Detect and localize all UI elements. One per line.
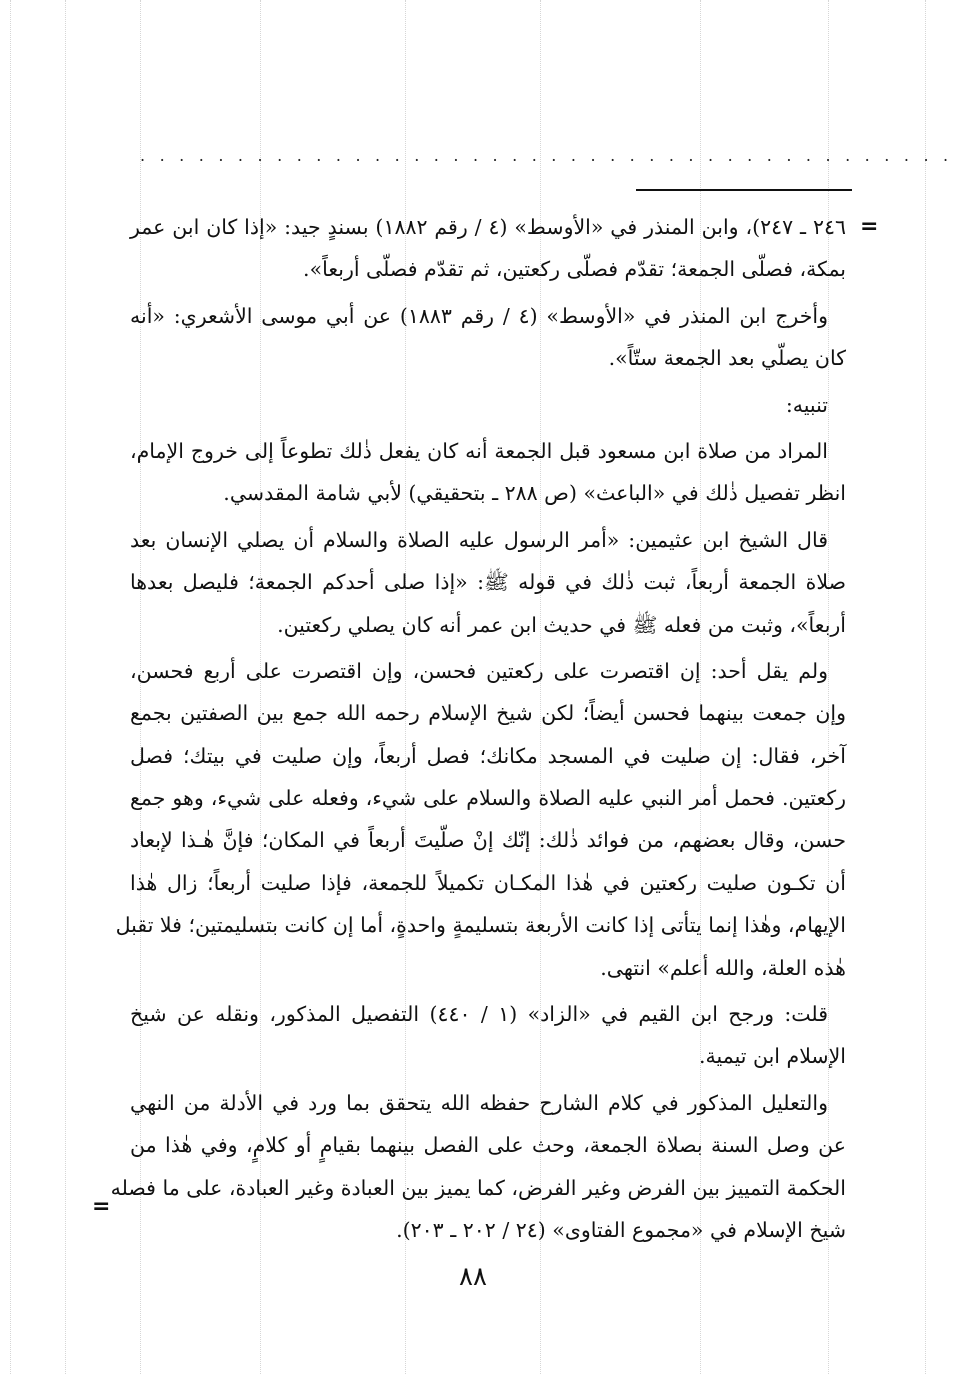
footnote-line: شيخ الإسلام في «مجموع الفتاوى» (٢٤ / ٢٠٢ ـ ٢٠٣).	[396, 1217, 846, 1242]
scan-margin-line	[10, 0, 11, 1374]
scan-margin-line	[65, 0, 66, 1374]
footnote-line: صلاة الجمعة أربعاً، ثبت ذٰلك في قوله ﷺ: «إذا صلى أحدكم الجمعة؛ فليصل بعدها	[130, 570, 846, 595]
footnote-body	[110, 206, 846, 1251]
footnote-line: الإسلام ابن تيمية.	[699, 1044, 846, 1069]
footnote-line: أربعاً»، وثبت من فعله ﷺ في حديث ابن عمر أنه كان يصلي ركعتين.	[277, 612, 846, 637]
footnote-line: قال الشيخ ابن عثيمين: «أمر الرسول عليه الصلاة والسلام أن يصلي الإنسان بعد	[130, 527, 828, 552]
continuation-mark-start: =	[860, 214, 879, 239]
footnote-line: الإيهام، وهٰذا إنما يتأتى إذا كانت الأربعة بتسليمةٍ واحدةٍ، أما إن كانت بتسليمتين؛ فلا تقبل	[115, 913, 846, 938]
footnote-rule	[636, 189, 852, 191]
scan-margin-line	[925, 0, 926, 1374]
footnote-line: والتعليل المذكور في كلام الشارح حفظه الله يتحقق بما ورد في الأدلة من النهي	[130, 1090, 828, 1115]
footnote-line: قلت: ورجح ابن القيم في «الزاد» (١ / ٤٤٠) التفصيل المذكور، ونقله عن شيخ	[130, 1002, 829, 1027]
footnote-line: حسن، وقال بعضهم، من فوائد ذٰلك: إنّك إنْ صلّيتَ أربعاً في المكان؛ فإنَّ هٰـذا لإبعاد	[130, 828, 846, 853]
footnote-line: هٰذه العلة، والله أعلم» انتهى.	[600, 955, 846, 980]
footnote-heading: تنبيه:	[785, 392, 828, 417]
continuation-mark-end: =	[92, 1194, 111, 1219]
footnote-line: انظر تفصيل ذٰلك في «الباعث» (ص ٢٨٨ ـ بتحقيقي) لأبي شامة المقدسي.	[223, 481, 846, 506]
footnote-line: آخر، فقال: إن صليت في المسجد مكانك؛ فصل أربعاً، وإن صليت في بيتك؛ فصل	[130, 743, 846, 768]
footnote-line: ٢٤٦ ـ ٢٤٧)، وابن المنذر في «الأوسط» (٤ / رقم ١٨٨٢) بسندٍ جيد: «إذا كان ابن عمر	[130, 215, 846, 239]
footnote-line: عن وصل السنة بصلاة الجمعة، وحث على الفصل بينهما بقيامٍ أو كلامٍ، وفي هٰذا من	[130, 1133, 846, 1158]
footnote-line: كان يصلّي بعد الجمعة ستّاً».	[608, 346, 846, 371]
footnote-line: ولم يقل أحد: إن اقتصرت على ركعتين فحسن، وإن اقتصرت على أربع فحسن،	[130, 658, 828, 683]
footnote-line: بمكة، فصلّى الجمعة؛ تقدّم فصلّى ركعتين، ثم تقدّم فصلّى أربعاً».	[303, 257, 846, 282]
page-number: ٨٨	[459, 1262, 487, 1292]
dotted-separator: ..........................................	[140, 146, 963, 165]
footnote-line: المراد من صلاة ابن مسعود قبل الجمعة أنه كان يفعل ذٰلك تطوعاً إلى خروج الإمام،	[130, 438, 828, 463]
footnote-line: ركعتين. فحمل أمر النبي عليه الصلاة والسلام على شيء، وفعله على شيء، وهو جمع	[130, 786, 846, 811]
footnote-line: وإن جمعت بينهما فحسن أيضاً؛ لكن شيخ الإسلام رحمه الله جمع بين الصفتين بجمع	[130, 701, 846, 726]
footnote-line: أن تكـون صليت ركعتين في هٰذا المكـان تكميلاً للجمعة، فإذا صليت أربعاً؛ زال هٰذا	[130, 870, 846, 895]
footnote-line: وأخرج ابن المنذر في «الأوسط» (٤ / رقم ١٨٨٣) عن أبي موسى الأشعري: «أنه	[130, 303, 828, 328]
footnote-line: الحكمة التمييز بين الفرض وغير الفرض، كما يميز بين العبادة وغير العبادة، على ما فصله	[110, 1175, 846, 1200]
